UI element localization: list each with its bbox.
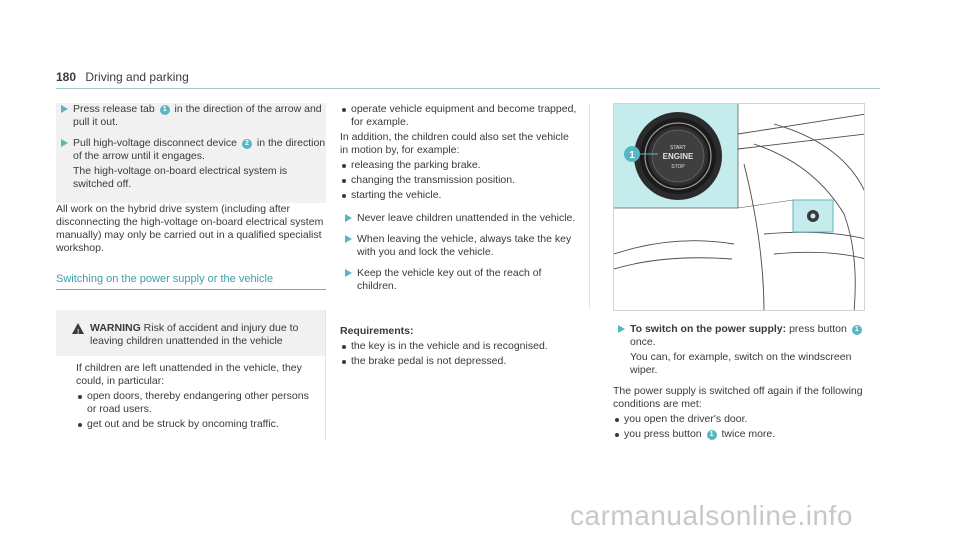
warning-triangle-icon: ! xyxy=(72,323,84,334)
step-arrow-icon xyxy=(618,325,625,333)
step-keep-key: Keep the vehicle key out of the reach of children. xyxy=(340,267,579,293)
conditions-list xyxy=(613,413,875,441)
paragraph: The power supply is switched off again if the following conditions are met: xyxy=(613,385,863,410)
column-1 xyxy=(56,103,326,441)
button-label-start: START xyxy=(670,145,686,151)
watermark-text: carmanualsonline.info xyxy=(570,500,853,531)
step-arrow-icon xyxy=(61,105,68,113)
section-title: Switching on the power supply or the vehicle xyxy=(56,273,326,290)
column-2 xyxy=(340,103,590,370)
header-rule xyxy=(56,88,880,89)
step-never-leave: Never leave children unattended in the vehicle. xyxy=(340,212,579,225)
step-arrow-icon xyxy=(345,214,352,222)
paragraph: In addition, the children could also set the vehicle in motion by, for example: xyxy=(340,131,569,156)
column-3 xyxy=(613,103,875,443)
dashboard-illustration xyxy=(614,104,865,311)
list-item: the key is in the vehicle and is recognised. xyxy=(340,340,590,353)
list-top xyxy=(340,103,579,129)
warning-intro: If children are left unattended in the vehicle, they could, in particular: xyxy=(76,362,302,387)
callout-badge: 1 xyxy=(852,325,862,335)
figure-callout-number: 1 xyxy=(629,150,635,161)
callout-badge: 1 xyxy=(160,105,170,115)
step-release-tab xyxy=(56,103,326,129)
step-extra: You can, for example, switch on the windscreen wiper. xyxy=(630,351,852,376)
step-switch-on xyxy=(613,323,875,377)
step-text: Press release tab 1 in the direction of the arrow and pull it out. xyxy=(73,103,322,128)
requirements-title: Requirements: xyxy=(340,325,414,337)
step-arrow-icon xyxy=(345,269,352,277)
step-extra: The high-voltage on-board electrical system is switched off. xyxy=(73,165,288,190)
warning-label: WARNING xyxy=(90,322,141,334)
warning-list xyxy=(76,390,317,431)
step-text: To switch on the power supply: press button 1 once. xyxy=(630,323,875,349)
list-item: starting the vehicle. xyxy=(340,189,579,202)
step-text: Pull high-voltage disconnect device 2 in the direction of the arrow until it engages. xyxy=(73,137,326,162)
warning-continuation xyxy=(340,103,590,309)
page-header xyxy=(56,70,189,84)
page-number: 180 xyxy=(56,70,77,84)
workshop-note: All work on the hybrid drive system (including after disconnecting the high-voltage on-board electrical system manually) may only be carried out in a qualified specialist workshop. xyxy=(56,203,324,254)
list-mid xyxy=(340,159,579,202)
list-item: open doors, thereby endangering other persons or road users. xyxy=(76,390,317,416)
warning-text: Risk of accident and injury due to leaving children unattended in the vehicle xyxy=(90,322,299,347)
list-item: releasing the parking brake. xyxy=(340,159,579,172)
list-item: changing the transmission position. xyxy=(340,174,579,187)
button-label-stop: STOP xyxy=(671,164,685,170)
callout-badge: 2 xyxy=(242,139,252,149)
warning-box xyxy=(56,310,326,441)
button-label-engine: ENGINE xyxy=(662,152,694,161)
start-button-figure xyxy=(613,103,865,311)
requirements-list xyxy=(340,340,590,368)
callout-badge: 1 xyxy=(707,430,717,440)
list-item: you press button 1 twice more. xyxy=(613,428,875,441)
list-item: get out and be struck by oncoming traffic. xyxy=(76,418,317,431)
warning-header xyxy=(56,310,325,356)
header-section: Driving and parking xyxy=(85,70,189,84)
step-arrow-icon xyxy=(345,235,352,243)
step-arrow-icon xyxy=(61,139,68,147)
steps-box-1 xyxy=(56,103,326,203)
list-item: you open the driver's door. xyxy=(613,413,875,426)
step-pull-device xyxy=(56,137,326,191)
list-item: operate vehicle equipment and become trapped, for example. xyxy=(340,103,579,129)
list-item: the brake pedal is not depressed. xyxy=(340,355,590,368)
warning-body xyxy=(56,356,325,441)
step-take-key: When leaving the vehicle, always take the key with you and lock the vehicle. xyxy=(340,233,579,259)
